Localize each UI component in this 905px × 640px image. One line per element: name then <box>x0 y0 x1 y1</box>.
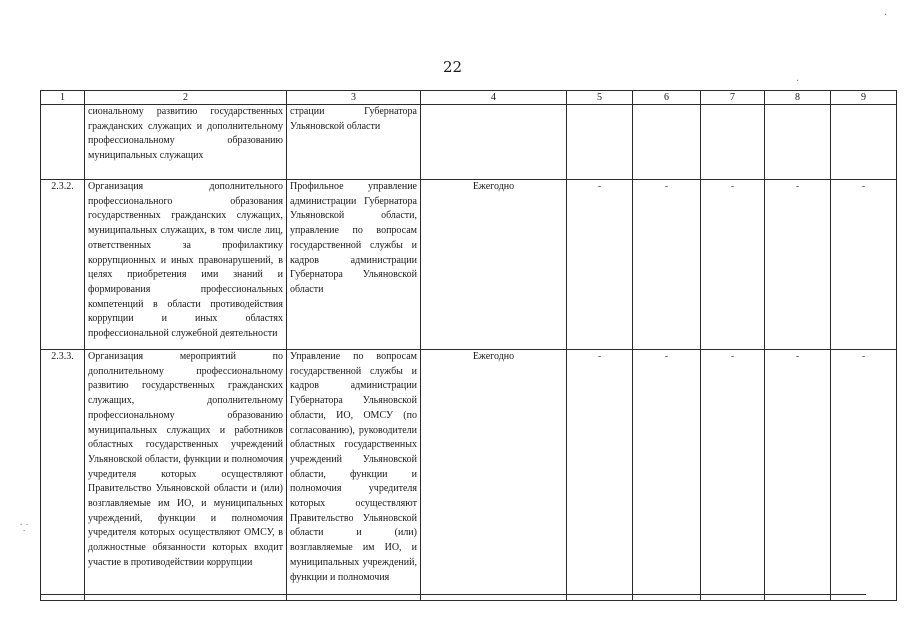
term-text: Ежегодно <box>421 180 567 350</box>
cell-col-5: - <box>567 180 633 350</box>
executor-text: страции Губернатора Ульяновской области <box>287 105 421 180</box>
cell-col-8: - <box>765 180 831 350</box>
cell-col-7 <box>701 105 765 180</box>
cell-col-6 <box>633 105 701 180</box>
cell-col-7: - <box>701 180 765 350</box>
row-number <box>41 105 85 180</box>
cell-col-6: - <box>633 350 701 601</box>
cell-col-9: - <box>831 180 897 350</box>
header-col-1: 1 <box>41 91 85 105</box>
header-col-3: 3 <box>287 91 421 105</box>
cell-col-8 <box>765 105 831 180</box>
header-row <box>41 91 897 105</box>
measures-table <box>40 90 897 601</box>
executor-text: Профильное управление администрации Губернатора Ульяновской области, управление по вопросам государственной службы и кадров администрации Губернатора Ульяновской области <box>287 180 421 350</box>
scan-speck: · <box>796 76 800 87</box>
header-col-2: 2 <box>85 91 287 105</box>
table-row <box>41 105 897 180</box>
cell-col-9 <box>831 105 897 180</box>
measure-text: Организация мероприятий по дополнительному профессиональному развитию государственных гражданских служащих, дополнительному профессиональному образованию муниципальных служащих и работников областных государственных учреждений Ульяновской области, функции и полномочия учредителя которых осуществляют Правительство Ульяновской области и (или) возглавляемые им ИО, и муниципальных учреждений, функции и полномочия учредителя которых осуществляют ОМСУ, в должностные обязанности которых входит участие в противодействии коррупции <box>85 350 287 601</box>
header-col-9: 9 <box>831 91 897 105</box>
header-col-7: 7 <box>701 91 765 105</box>
term-text <box>421 105 567 180</box>
table-row <box>41 350 897 601</box>
table-row <box>41 180 897 350</box>
table-bottom-edge <box>40 594 866 595</box>
header-col-8: 8 <box>765 91 831 105</box>
cell-col-6: - <box>633 180 701 350</box>
cell-col-9: - <box>831 350 897 601</box>
header-col-4: 4 <box>421 91 567 105</box>
cell-col-5: - <box>567 350 633 601</box>
cell-col-5 <box>567 105 633 180</box>
row-number: 2.3.2. <box>41 180 85 350</box>
measure-text: сиональному развитию государственных гражданских служащих и дополнительному профессиональному образованию муниципальных служащих <box>85 105 287 180</box>
scan-speck: ⸪ <box>20 523 29 534</box>
row-number: 2.3.3. <box>41 350 85 601</box>
scan-speck: · <box>884 10 888 21</box>
term-text: Ежегодно <box>421 350 567 601</box>
cell-col-7: - <box>701 350 765 601</box>
page-number: 22 <box>442 58 463 76</box>
measure-text: Организация дополнительного профессионального образования государственных гражданских служащих, муниципальных служащих, в том числе лиц, ответственных за профилактику коррупционных и иных правонарушений, в целях приобретения ими знаний и формирования профессиональных компетенций в области противодействия коррупции и иных областях профессиональной служебной деятельности <box>85 180 287 350</box>
executor-text: Управление по вопросам государственной службы и кадров администрации Губернатора Ульяновской области, ИО, ОМСУ (по согласованию), руководители областных государственных учреждений Ульяновской области, функции и полномочия учредителя которых осуществляют Правительство Ульяновской области и (или) возглавляемые им ИО, и муниципальных учреждений, функции и полномочия <box>287 350 421 601</box>
header-col-5: 5 <box>567 91 633 105</box>
header-col-6: 6 <box>633 91 701 105</box>
cell-col-8: - <box>765 350 831 601</box>
